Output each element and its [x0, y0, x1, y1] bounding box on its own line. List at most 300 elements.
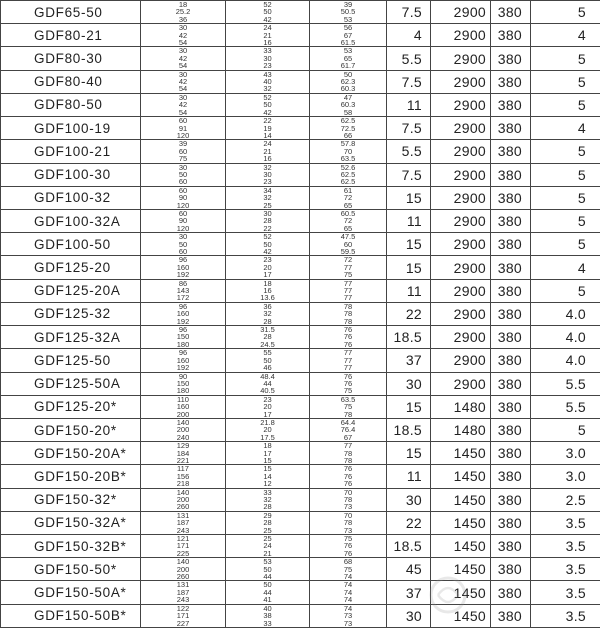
head-value: 43	[263, 70, 272, 79]
flow-value: 110	[177, 395, 189, 404]
flow-value: 129	[176, 441, 190, 451]
flow-value: 150	[176, 378, 190, 388]
npsh-cell: 4.0	[531, 302, 600, 325]
eff-value: 74	[343, 587, 353, 597]
head-value: 52	[263, 93, 272, 102]
head-value: 44	[263, 378, 272, 388]
voltage-cell: 380	[491, 256, 531, 279]
table-row	[1, 209, 600, 232]
eff-value: 58	[343, 107, 353, 117]
flow-value: 42	[178, 100, 188, 110]
eff-value: 76	[343, 464, 353, 474]
eff-value: 67	[343, 30, 353, 40]
speed-cell: 2900	[431, 140, 491, 163]
flow-value: 90	[178, 216, 188, 226]
flow-cell	[141, 279, 226, 302]
flow-value: 150	[176, 332, 190, 342]
flow-value: 54	[178, 84, 188, 94]
eff-value: 78	[343, 302, 353, 311]
eff-value: 47.5	[340, 232, 356, 242]
table-row	[1, 256, 600, 279]
head-value: 23	[263, 177, 272, 187]
voltage-cell: 380	[491, 465, 531, 488]
eff-value: 62.5	[340, 116, 356, 126]
model-cell: GDF150-32A*	[1, 511, 141, 534]
eff-value: 50.5	[340, 7, 356, 17]
npsh-cell: 2.5	[531, 488, 600, 511]
flow-value: 187	[176, 518, 190, 528]
eff-value: 77	[343, 293, 353, 303]
table-row	[1, 47, 600, 70]
table-row	[1, 581, 600, 604]
npsh-cell: 5.5	[531, 395, 600, 418]
flow-value: 156	[176, 471, 190, 481]
head-value: 18	[263, 279, 272, 288]
eff-cell	[310, 279, 387, 302]
flow-value: 187	[176, 587, 190, 597]
flow-value: 60	[178, 116, 188, 126]
eff-value: 76	[343, 332, 353, 342]
head-value: 48.4	[260, 372, 275, 381]
flow-cell	[141, 604, 226, 627]
head-value: 25	[263, 200, 272, 210]
voltage-cell: 380	[491, 117, 531, 140]
flow-value: 30	[178, 46, 188, 56]
voltage-cell: 380	[491, 604, 531, 627]
voltage-cell: 380	[491, 302, 531, 325]
eff-cell	[310, 465, 387, 488]
eff-value: 56	[343, 23, 353, 33]
head-value: 14	[263, 471, 272, 481]
head-value: 20	[263, 402, 272, 412]
head-value: 28	[263, 332, 272, 342]
head-value: 50	[263, 564, 272, 574]
eff-cell	[310, 93, 387, 116]
voltage-cell: 380	[491, 372, 531, 395]
head-cell	[226, 256, 310, 279]
npsh-cell: 5	[531, 233, 600, 256]
voltage-cell: 380	[491, 186, 531, 209]
head-value: 32	[263, 193, 272, 203]
eff-value: 77	[343, 363, 353, 372]
table-row	[1, 163, 600, 186]
head-value: 22	[263, 223, 272, 233]
eff-cell	[310, 395, 387, 418]
eff-value: 57.8	[340, 139, 356, 149]
head-value: 24	[263, 139, 272, 149]
model-cell: GDF100-50	[1, 233, 141, 256]
eff-value: 77	[343, 262, 353, 272]
speed-cell: 1450	[431, 604, 491, 627]
flow-value: 184	[176, 448, 190, 458]
power-cell: 30	[387, 488, 431, 511]
head-value: 17	[263, 448, 272, 458]
eff-value: 77	[343, 348, 353, 358]
eff-value: 78	[343, 409, 353, 419]
eff-value: 74	[343, 580, 353, 590]
head-value: 25	[263, 525, 272, 535]
eff-value: 74	[343, 595, 353, 605]
head-cell	[226, 24, 310, 47]
speed-cell: 2900	[431, 256, 491, 279]
model-cell: GDF80-21	[1, 24, 141, 47]
eff-value: 70	[343, 488, 353, 497]
voltage-cell: 380	[491, 209, 531, 232]
table-row	[1, 93, 600, 116]
voltage-cell: 380	[491, 349, 531, 372]
eff-value: 73	[343, 611, 353, 621]
speed-cell: 2900	[431, 93, 491, 116]
speed-cell: 2900	[431, 372, 491, 395]
head-cell	[226, 349, 310, 372]
eff-value: 61	[343, 186, 353, 195]
table-row	[1, 372, 600, 395]
eff-value: 72	[343, 255, 353, 265]
model-cell: GDF125-32	[1, 302, 141, 325]
head-value: 21	[263, 548, 272, 558]
flow-cell	[141, 488, 226, 511]
speed-cell: 1480	[431, 395, 491, 418]
head-cell	[226, 209, 310, 232]
eff-cell	[310, 24, 387, 47]
eff-value: 75	[343, 534, 353, 544]
flow-cell	[141, 140, 226, 163]
flow-value: 200	[176, 564, 190, 574]
eff-value: 78	[343, 518, 353, 528]
npsh-cell: 5	[531, 140, 600, 163]
flow-cell	[141, 70, 226, 93]
head-value: 40	[263, 77, 272, 87]
flow-value: 243	[176, 525, 190, 535]
head-value: 50	[263, 239, 272, 249]
eff-value: 65	[343, 53, 353, 63]
head-cell	[226, 1, 310, 24]
head-value: 34	[263, 186, 272, 195]
power-cell: 5.5	[387, 47, 431, 70]
head-value: 24	[263, 23, 272, 33]
model-cell: GDF100-30	[1, 163, 141, 186]
eff-value: 76.4	[340, 425, 356, 435]
table-row	[1, 442, 600, 465]
voltage-cell: 380	[491, 163, 531, 186]
power-cell: 7.5	[387, 70, 431, 93]
table-row	[1, 233, 600, 256]
flow-value: 160	[176, 402, 190, 412]
table-row	[1, 488, 600, 511]
head-cell	[226, 70, 310, 93]
flow-cell	[141, 372, 226, 395]
eff-cell	[310, 511, 387, 534]
eff-cell	[310, 581, 387, 604]
head-cell	[226, 581, 310, 604]
power-cell: 22	[387, 302, 431, 325]
speed-cell: 2900	[431, 47, 491, 70]
flow-value: 171	[176, 541, 190, 551]
head-value: 44	[263, 587, 272, 597]
head-value: 32	[263, 84, 272, 94]
model-cell: GDF150-50A*	[1, 581, 141, 604]
eff-value: 75	[343, 270, 353, 280]
head-value: 17	[263, 270, 272, 280]
flow-value: 54	[178, 38, 188, 47]
speed-cell: 2900	[431, 302, 491, 325]
voltage-cell: 380	[491, 140, 531, 163]
flow-cell	[141, 326, 226, 349]
table-row	[1, 117, 600, 140]
head-value: 38	[263, 611, 272, 621]
eff-value: 62.5	[340, 169, 356, 179]
flow-value: 30	[178, 93, 188, 102]
head-value: 36	[263, 302, 272, 311]
eff-value: 77	[343, 355, 353, 365]
table-row	[1, 1, 600, 24]
head-value: 23	[263, 395, 272, 404]
npsh-cell: 3.5	[531, 535, 600, 558]
flow-value: 160	[176, 309, 190, 319]
flow-value: 140	[176, 557, 190, 567]
flow-value: 120	[176, 200, 190, 210]
eff-cell	[310, 163, 387, 186]
power-cell: 30	[387, 372, 431, 395]
model-cell: GDF100-21	[1, 140, 141, 163]
eff-value: 67	[343, 432, 353, 442]
model-cell: GDF150-20*	[1, 418, 141, 441]
head-cell	[226, 186, 310, 209]
flow-value: 60	[178, 186, 188, 195]
npsh-cell: 3.5	[531, 604, 600, 627]
eff-value: 76	[343, 339, 353, 349]
eff-value: 78	[343, 448, 353, 458]
eff-value: 62.3	[340, 77, 356, 87]
head-cell	[226, 117, 310, 140]
eff-value: 61.5	[340, 38, 356, 47]
npsh-cell: 3.5	[531, 511, 600, 534]
power-cell: 7.5	[387, 117, 431, 140]
eff-value: 60.5	[340, 209, 356, 218]
head-value: 30	[263, 169, 272, 179]
eff-value: 72	[343, 216, 353, 226]
speed-cell: 1480	[431, 418, 491, 441]
flow-value: 60	[178, 209, 188, 218]
voltage-cell: 380	[491, 47, 531, 70]
table-row	[1, 140, 600, 163]
eff-cell	[310, 558, 387, 581]
head-value: 31.5	[260, 325, 275, 335]
eff-value: 60.3	[340, 100, 356, 110]
flow-value: 172	[176, 293, 190, 303]
speed-cell: 2900	[431, 279, 491, 302]
flow-value: 42	[178, 77, 188, 87]
flow-value: 25.2	[175, 7, 191, 17]
flow-value: 143	[176, 286, 190, 296]
head-value: 50	[263, 7, 272, 17]
voltage-cell: 380	[491, 535, 531, 558]
flow-value: 18	[178, 0, 188, 9]
head-value: 23	[263, 255, 272, 265]
flow-cell	[141, 163, 226, 186]
eff-value: 70	[343, 146, 353, 156]
eff-value: 59.5	[340, 247, 356, 256]
model-cell: GDF125-32A	[1, 326, 141, 349]
eff-cell	[310, 418, 387, 441]
table-row	[1, 604, 600, 627]
flow-value: 91	[178, 123, 188, 133]
head-value: 20	[263, 425, 272, 435]
model-cell: GDF65-50	[1, 1, 141, 24]
table-row	[1, 70, 600, 93]
flow-value: 96	[178, 325, 188, 335]
flow-value: 131	[176, 580, 190, 590]
eff-cell	[310, 117, 387, 140]
head-value: 32	[263, 163, 272, 172]
eff-value: 72	[343, 193, 353, 203]
model-cell: GDF150-20A*	[1, 442, 141, 465]
head-value: 17	[263, 409, 272, 419]
power-cell: 30	[387, 604, 431, 627]
voltage-cell: 380	[491, 442, 531, 465]
flow-value: 200	[176, 495, 190, 504]
table-row	[1, 349, 600, 372]
model-cell: GDF150-32*	[1, 488, 141, 511]
eff-cell	[310, 70, 387, 93]
power-cell: 5.5	[387, 140, 431, 163]
power-cell: 4	[387, 24, 431, 47]
eff-value: 39	[343, 0, 353, 9]
head-cell	[226, 418, 310, 441]
head-value: 18	[263, 441, 272, 451]
flow-value: 200	[176, 425, 190, 435]
speed-cell: 2900	[431, 233, 491, 256]
flow-cell	[141, 535, 226, 558]
head-value: 53	[263, 557, 272, 567]
flow-value: 39	[178, 139, 188, 149]
head-cell	[226, 465, 310, 488]
eff-value: 75	[343, 386, 353, 396]
head-cell	[226, 302, 310, 325]
head-value: 28	[263, 316, 272, 326]
flow-value: 120	[176, 223, 190, 233]
head-value: 30	[263, 53, 272, 63]
voltage-cell: 380	[491, 233, 531, 256]
eff-value: 61.7	[340, 61, 356, 71]
head-value: 16	[263, 154, 272, 164]
head-value: 28	[263, 502, 272, 512]
speed-cell: 1450	[431, 535, 491, 558]
head-cell	[226, 511, 310, 534]
model-cell: GDF100-32A	[1, 209, 141, 232]
model-cell: GDF125-20A	[1, 279, 141, 302]
head-value: 42	[263, 14, 272, 24]
speed-cell: 2900	[431, 326, 491, 349]
head-value: 28	[263, 216, 272, 226]
eff-value: 73	[343, 525, 353, 535]
flow-value: 30	[178, 232, 188, 242]
model-cell: GDF150-32B*	[1, 535, 141, 558]
speed-cell: 1450	[431, 488, 491, 511]
eff-value: 64.4	[340, 418, 356, 427]
head-cell	[226, 604, 310, 627]
flow-value: 60	[178, 146, 188, 156]
flow-cell	[141, 1, 226, 24]
flow-value: 86	[178, 279, 188, 288]
table-row	[1, 279, 600, 302]
flow-value: 60	[178, 247, 188, 256]
npsh-cell: 3.0	[531, 465, 600, 488]
power-cell: 18.5	[387, 535, 431, 558]
eff-cell	[310, 140, 387, 163]
head-value: 52	[263, 232, 272, 242]
eff-cell	[310, 535, 387, 558]
head-value: 40	[263, 604, 272, 613]
npsh-cell: 5	[531, 418, 600, 441]
flow-value: 200	[176, 409, 190, 419]
head-value: 32	[263, 309, 272, 319]
npsh-cell: 4	[531, 117, 600, 140]
eff-value: 76	[343, 479, 353, 489]
npsh-cell: 5	[531, 163, 600, 186]
npsh-cell: 5.5	[531, 372, 600, 395]
head-value: 42	[263, 107, 272, 117]
npsh-cell: 5	[531, 93, 600, 116]
head-value: 23	[263, 61, 272, 71]
head-value: 40.5	[260, 386, 275, 396]
power-cell: 15	[387, 442, 431, 465]
flow-cell	[141, 442, 226, 465]
head-cell	[226, 558, 310, 581]
flow-value: 42	[178, 30, 188, 40]
eff-value: 78	[343, 495, 353, 504]
head-value: 13.6	[260, 293, 275, 303]
flow-value: 227	[176, 618, 190, 628]
table-body	[1, 1, 600, 628]
eff-value: 76	[343, 541, 353, 551]
head-cell	[226, 326, 310, 349]
head-cell	[226, 47, 310, 70]
flow-value: 225	[176, 548, 190, 558]
flow-cell	[141, 186, 226, 209]
flow-value: 140	[176, 488, 190, 497]
flow-value: 30	[178, 70, 188, 79]
head-value: 46	[263, 363, 272, 372]
model-cell: GDF125-20	[1, 256, 141, 279]
eff-cell	[310, 442, 387, 465]
eff-cell	[310, 372, 387, 395]
flow-value: 192	[176, 270, 190, 280]
flow-cell	[141, 349, 226, 372]
table-row	[1, 302, 600, 325]
eff-value: 65	[343, 200, 353, 210]
eff-cell	[310, 209, 387, 232]
power-cell: 37	[387, 349, 431, 372]
voltage-cell: 380	[491, 24, 531, 47]
table-row	[1, 24, 600, 47]
power-cell: 15	[387, 395, 431, 418]
head-value: 16	[263, 286, 272, 296]
speed-cell: 1450	[431, 581, 491, 604]
eff-cell	[310, 1, 387, 24]
head-value: 21.8	[260, 418, 275, 427]
power-cell: 45	[387, 558, 431, 581]
flow-cell	[141, 24, 226, 47]
power-cell: 11	[387, 209, 431, 232]
power-cell: 22	[387, 511, 431, 534]
eff-value: 76	[343, 378, 353, 388]
npsh-cell: 4	[531, 24, 600, 47]
table-row	[1, 535, 600, 558]
head-value: 33	[263, 488, 272, 497]
flow-value: 120	[176, 130, 190, 140]
flow-cell	[141, 465, 226, 488]
